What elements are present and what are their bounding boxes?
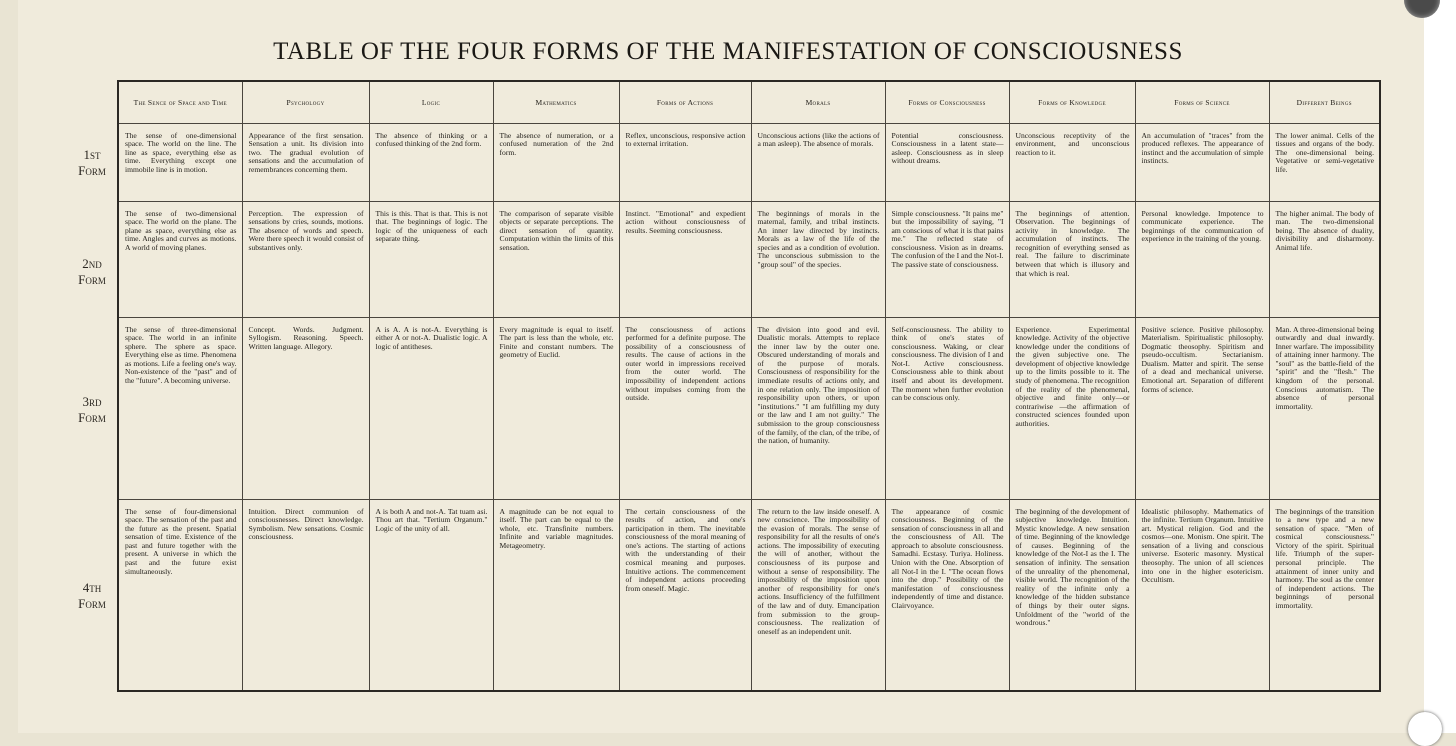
- table-cell: A is both A and not-A. Tat tuam asi. Thou art that. "Tertium Organum." Logic of the unity of all.: [369, 499, 493, 691]
- table-cell: Potential consciousness. Consciousness in a latent state—asleep. Consciousness as in sleep without dreams.: [885, 123, 1009, 201]
- table-cell: Intuition. Direct communion of consciousnesses. Direct knowledge. Symbolism. New sensations. Cosmic consciousness.: [242, 499, 369, 691]
- table-row: [118, 499, 1380, 691]
- table-header-row: [118, 81, 1380, 123]
- table-cell: Experience. Experimental knowledge. Activity of the objective knowledge under the conditions of the given subjective one. The development of objective knowledge up to the limits possible to it. The study of phenomena. The recognition of the reality of the phenomenal, objective and finite only—or contrariwise —the affirmation of constructed sciences founded upon authorities.: [1009, 317, 1135, 499]
- table-cell: The sense of three-dimensional space. The world in an infinite sphere. The sphere as space. Everything else as time. Phenomena as motions. Life a feeling one's way. Non-existence of the "past" and of the "future". A becoming universe.: [118, 317, 242, 499]
- column-header: Psychology: [242, 81, 369, 123]
- table-cell: The sense of one-dimensional space. The world on the line. The line as space, everything else as time. Everything except one immobile line is in motion.: [118, 123, 242, 201]
- table-cell: The sense of two-dimensional space. The world on the plane. The plane as space, everything else as time. Angles and curves as motions. A world of moving planes.: [118, 201, 242, 317]
- table-cell: An accumulation of "traces" from the produced reflexes. The appearance of instinct and the accumulation of simple instincts.: [1135, 123, 1269, 201]
- table-cell: Reflex, unconscious, responsive action to external irritation.: [619, 123, 751, 201]
- table-cell: Every magnitude is equal to itself. The part is less than the whole, etc. Finite and constant numbers. The geometry of Euclid.: [493, 317, 619, 499]
- table-cell: Positive science. Positive philosophy. Materialism. Spiritualistic philosophy. Dogmatic theosophy. Spiritism and pseudo-occultism. Sectarianism. Dualism. Matter and spirit. The sense of a dead and mechanical universe. Emotional art. Separation of different forms of science.: [1135, 317, 1269, 499]
- table-row: [118, 317, 1380, 499]
- table-cell: The beginnings of attention. Observation. The beginnings of activity in knowledge. The accumulation of instincts. The recognition of everything sensed as real. The failure to discriminate between that which is illusory and that which is real.: [1009, 201, 1135, 317]
- table-cell: The sense of four-dimensional space. The sensation of the past and the future as the present. Spatial sensation of time. Existence of the past and future together with the present. A universe in which the past and the future exist simultaneously.: [118, 499, 242, 691]
- page-margin: [1424, 0, 1456, 733]
- table-row: [118, 123, 1380, 201]
- table-cell: The absence of numeration, or a confused numeration of the 2nd form.: [493, 123, 619, 201]
- column-header: The Sence of Space and Time: [118, 81, 242, 123]
- table-cell: Man. A three-dimensional being outwardly and dual inwardly. Inner warfare. The impossibility of attaining inner harmony. The "soul" as the battle-field of the "spirit" and the "flesh." The kingdom of the personal. Conscious automatism. The absence of personal immortality.: [1269, 317, 1380, 499]
- column-header: Mathematics: [493, 81, 619, 123]
- row-label-4: 4th Form: [78, 580, 106, 611]
- row-label-2: 2nd Form: [78, 256, 106, 287]
- table-cell: A is A. A is not-A. Everything is either A or not-A. Dualistic logic. A logic of antitheses.: [369, 317, 493, 499]
- column-header: Forms of Consciousness: [885, 81, 1009, 123]
- table-cell: Self-consciousness. The ability to think of one's states of consciousness. Waking, or clear consciousness. The division of I and Not-I. Active consciousness. Consciousness able to think about itself and about its development. The moment when further evolution can be conscious only.: [885, 317, 1009, 499]
- table-cell: The beginnings of the transition to a new type and a new sensation of space. "Men of cosmical consciousness." Victory of the spirit. Spiritual life. Triumph of the super-personal principle. The attainment of inner unity and harmony. The soul as the center of independent actions. The beginnings of personal immortality.: [1269, 499, 1380, 691]
- table-cell: The certain consciousness of the results of action, and one's participation in them. The inevitable consciousness of the moral meaning of one's actions. The starting of actions with the understanding of their cosmical meaning and purposes. Intuitive actions. The commencement of independent actions proceeding from oneself. Magic.: [619, 499, 751, 691]
- table-cell: The beginnings of morals in the maternal, family, and tribal instincts. An inner law directed by instincts. Morals as a law of the life of the species and as a condition of evolution. The unconscious submission to the "group soul" of the species.: [751, 201, 885, 317]
- column-header: Forms of Knowledge: [1009, 81, 1135, 123]
- consciousness-table: [117, 80, 1381, 692]
- table-cell: Unconscious receptivity of the environment, and unconscious reaction to it.: [1009, 123, 1135, 201]
- row-label-3: 3rd Form: [78, 394, 106, 425]
- table-cell: This is this. That is that. This is not that. The beginnings of logic. The logic of the uniqueness of each separate thing.: [369, 201, 493, 317]
- column-header: Different Beings: [1269, 81, 1380, 123]
- table-cell: The return to the law inside oneself. A new conscience. The impossibility of the evasion of morals. The sense of responsibility for all the results of one's actions. The impossibility of executing the will of another, without the consciousness of its purpose and without a sense of responsibility. The impossibility of the imposition upon another of responsibility for one's actions. Insufficiency of the fulfillment of the law and of duty. Emancipation from submission to the group-consciousness. The realization of oneself as an independent unit.: [751, 499, 885, 691]
- column-header: Logic: [369, 81, 493, 123]
- table-cell: Instinct. "Emotional" and expedient action without consciousness of results. Seeming consciousness.: [619, 201, 751, 317]
- column-header: Forms of Actions: [619, 81, 751, 123]
- column-header: Forms of Science: [1135, 81, 1269, 123]
- table-cell: The beginning of the development of subjective knowledge. Intuition. Mystic knowledge. A new sensation of time. Beginning of the knowledge of causes. Beginning of the knowledge of the Not-I as the I. The sensation of infinity. The sensation of the unreality of the phenomenal, visible world. The recognition of the reality of the infinite only a knowledge of the hidden substance of things by their outer signs. Unfoldment of the "world of the wondrous.": [1009, 499, 1135, 691]
- table-cell: The consciousness of actions performed for a definite purpose. The possibility of a consciousness of results. The cause of actions in the outer world in impressions received from the outer world. The impossibility of independent actions without impulses coming from the outside.: [619, 317, 751, 499]
- table-cell: Appearance of the first sensation. Sensation a unit. Its division into two. The gradual evolution of sensations and the accumulation of remembrances concerning them.: [242, 123, 369, 201]
- table-cell: The higher animal. The body of man. The two-dimensional being. The absence of duality, divisibility and disharmony. Animal life.: [1269, 201, 1380, 317]
- table-row: [118, 201, 1380, 317]
- table-cell: Concept. Words. Judgment. Syllogism. Reasoning. Speech. Written language. Allegory.: [242, 317, 369, 499]
- table-cell: Personal knowledge. Impotence to communicate experience. The beginnings of the communication of experience in the training of the young.: [1135, 201, 1269, 317]
- table-cell: Perception. The expression of sensations by cries, sounds, motions. The absence of words and speech. Were there speech it would consist of substantives only.: [242, 201, 369, 317]
- table-cell: The appearance of cosmic consciousness. Beginning of the sensation of consciousness in all and the consciousness of All. The approach to absolute consciousness. Samadhi. Ecstasy. Turiya. Holiness. Union with the One. Absorption of all Not-I in the I. "The ocean flows into the drop." Possibility of the manifestation of consciousness independently of time and distance. Clairvoyance.: [885, 499, 1009, 691]
- table-cell: Idealistic philosophy. Mathematics of the infinite. Tertium Organum. Intuitive art. Mystical religion. God and the cosmos—one. Monism. One spirit. The sensation of a living and conscious universe. Esoteric masonry. Mystical theosophy. The union of all sciences into one in the higher esotericism. Occultism.: [1135, 499, 1269, 691]
- table-cell: The lower animal. Cells of the tissues and organs of the body. The one-dimensional being. Vegetative or semi-vegetative life.: [1269, 123, 1380, 201]
- table-cell: Simple consciousness. "It pains me" but the impossibility of saying, "I am conscious of what it is that pains me." The reflected state of consciousness. Vision as in dreams. The confusion of the I and the Not-I. The passive state of consciousness.: [885, 201, 1009, 317]
- row-label-1: 1st Form: [78, 147, 106, 178]
- table-cell: A magnitude can be not equal to itself. The part can be equal to the whole, etc. Transfinite numbers. Infinite and variable magnitudes. Metageometry.: [493, 499, 619, 691]
- scroll-handle-icon[interactable]: [1408, 712, 1442, 746]
- table-cell: Unconscious actions (like the actions of a man asleep). The absence of morals.: [751, 123, 885, 201]
- table-cell: The absence of thinking or a confused thinking of the 2nd form.: [369, 123, 493, 201]
- column-header: Morals: [751, 81, 885, 123]
- page-title: TABLE OF THE FOUR FORMS OF THE MANIFESTATION OF CONSCIOUSNESS: [273, 38, 1183, 65]
- table-cell: The division into good and evil. Dualistic morals. Attempts to replace the inner law by the outer one. Obscured understanding of morals and of the purpose of morals. Consciousness of responsibility for the immediate results of actions only, and in one relation only. The imposition of responsibility upon others, or upon "institutions." "I am fulfilling my duty or the law and I am not guilty." The submission to the group consciousness of the family, of the clan, of the tribe, of the nation, of humanity.: [751, 317, 885, 499]
- table-cell: The comparison of separate visible objects or separate perceptions. The direct sensation of quantity. Computation within the limits of this sensation.: [493, 201, 619, 317]
